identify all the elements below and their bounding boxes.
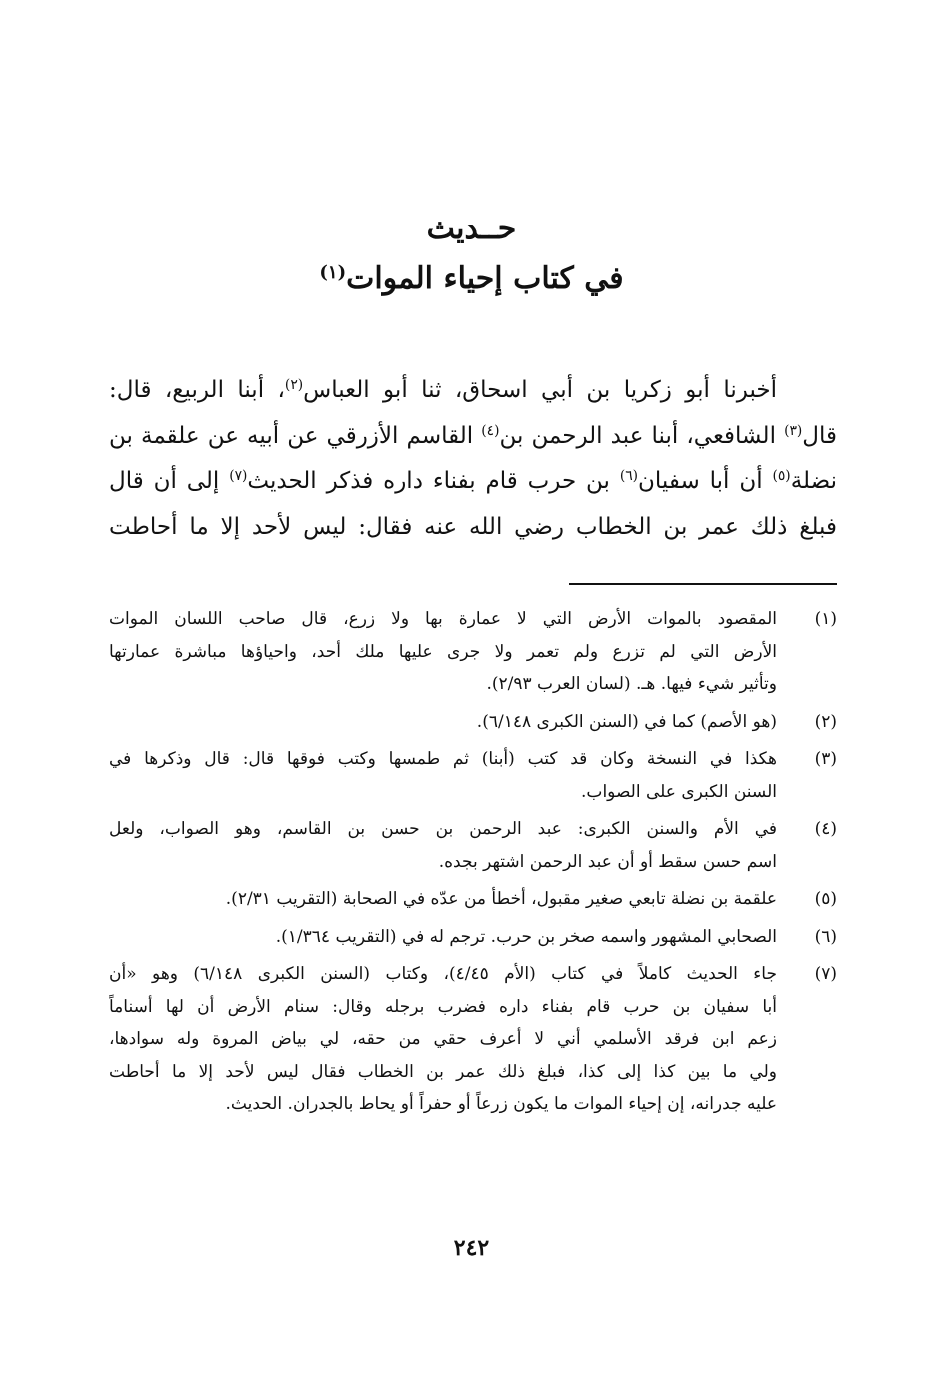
page-number: ٢٤٢ <box>453 1235 490 1261</box>
body-text-segment: فبلغ ذلك عمر بن الخطاب رضي الله عنه فقال: ليس لأحد إلا ما أحاطت <box>109 513 837 540</box>
footnote-ref: (٦) <box>619 468 639 485</box>
heading-footnote-ref: (١) <box>319 262 347 284</box>
footnote-number: (٢) <box>814 711 837 732</box>
heading-line-1: حــديث <box>426 211 517 246</box>
footnote-line: (هو الأصم) كما في (السنن الكبرى ٦/١٤٨). <box>476 711 777 732</box>
body-text-segment: أخبرنا أبو زكريا بن أبي اسحاق، ثنا أبو العباس <box>303 377 777 403</box>
body-text-segment: نضلة <box>790 468 837 494</box>
footnote-ref: (٧) <box>229 468 248 485</box>
body-text-segment: ، أبنا الربيع، قال: <box>109 377 285 403</box>
body-text-segment: أن أبا سفيان <box>638 468 773 494</box>
footnote-line: وتأثير شيء فيها. هـ. (لسان العرب ٢/٩٣). <box>486 674 777 694</box>
body-text-segment: بن حرب قام بفناء داره فذكر الحديث <box>247 468 620 494</box>
body-line <box>109 459 837 505</box>
footnote-ref: (٣) <box>784 422 803 439</box>
footnote-number: (٤) <box>814 819 837 839</box>
footnote-ref: (٥) <box>772 468 791 485</box>
footnote <box>109 813 837 878</box>
body-line <box>109 368 837 414</box>
main-text <box>109 368 837 550</box>
footnote-number: (٣) <box>814 749 837 769</box>
body-text-segment: قال <box>802 422 837 449</box>
footnote-number: (٦) <box>814 926 837 947</box>
footnote-ref: (٢) <box>284 377 304 394</box>
footnotes-section <box>109 603 837 1126</box>
footnote-number: (٥) <box>814 889 837 909</box>
chapter-heading <box>0 205 943 305</box>
footnote <box>109 921 837 954</box>
footnote <box>109 883 837 916</box>
footnote-ref: (٤) <box>481 422 500 439</box>
footnote-separator <box>569 583 837 585</box>
footnote-line: الأرض التي لم تزرع ولم تعمر ولا جرى عليها ملك أحد، واحياؤها مباشرة عمارتها <box>109 641 777 662</box>
footnote-number: (١) <box>814 609 837 629</box>
footnote <box>109 706 837 739</box>
heading-line-2 <box>0 253 943 305</box>
body-text-segment: إلى أن قال <box>109 468 230 494</box>
footnote-line: عليه جدرانه، إن إحياء الموات ما يكون زرعاً أو حفراً أو يحاط بالجدران. الحديث. <box>225 1094 777 1114</box>
footnote-line: في الأم والسنن الكبرى: عبد الرحمن بن حسن بن القاسم، وهو الصواب، ولعل <box>109 819 777 839</box>
footnote <box>109 603 837 701</box>
footnote-line: هكذا في النسخة وكان قد كتب (أبنا) ثم طمسها وكتب فوقها قال: قال وذكرها في <box>109 749 777 769</box>
footnote <box>109 743 837 808</box>
heading-line-2-text: في كتاب إحياء الموات <box>346 261 624 296</box>
footnote <box>109 958 837 1121</box>
footnote-line: اسم حسن سقط أو أن عبد الرحمن اشتهر بجده. <box>438 851 777 872</box>
footnote-line: أبا سفيان بن حرب قام بفناء داره فضرب برجله وقال: سنام الأرض أن لها أسناماً <box>109 996 777 1017</box>
footnote-line: جاء الحديث كاملاً في كتاب (الأم ٤/٤٥)، وكتاب (السنن الكبرى ٦/١٤٨) وهو «أن <box>109 964 777 984</box>
body-text-segment: القاسم الأزرقي عن أبيه عن علقمة بن <box>109 422 482 449</box>
footnote-line: ولي ما بين كذا إلى كذا، فبلغ ذلك عمر بن الخطاب فقال ليس لأحد إلا ما أحاطت <box>109 1061 777 1082</box>
footnote-line: المقصود بالموات الأرض التي لا عمارة بها ولا زرع، قال صاحب اللسان الموات <box>109 609 777 629</box>
body-line <box>109 505 837 551</box>
footnote-line: الصحابي المشهور واسمه صخر بن حرب. ترجم له في (التقريب ١/٣٦٤). <box>275 926 777 947</box>
body-text-segment: الشافعي، أبنا عبد الرحمن بن <box>499 422 785 449</box>
footnote-line: علقمة بن نضلة تابعي صغير مقبول، أخطأ من عدّه في الصحابة (التقريب ٢/٣١). <box>225 889 777 909</box>
footnote-number: (٧) <box>814 964 837 984</box>
footnote-line: السنن الكبرى على الصواب. <box>581 781 777 802</box>
body-line <box>109 414 837 460</box>
footnote-line: زعم ابن فرقد الأسلمي أني لا أعرف حقي من حقه، لي بياض المروة وله سوادها، <box>109 1029 777 1049</box>
